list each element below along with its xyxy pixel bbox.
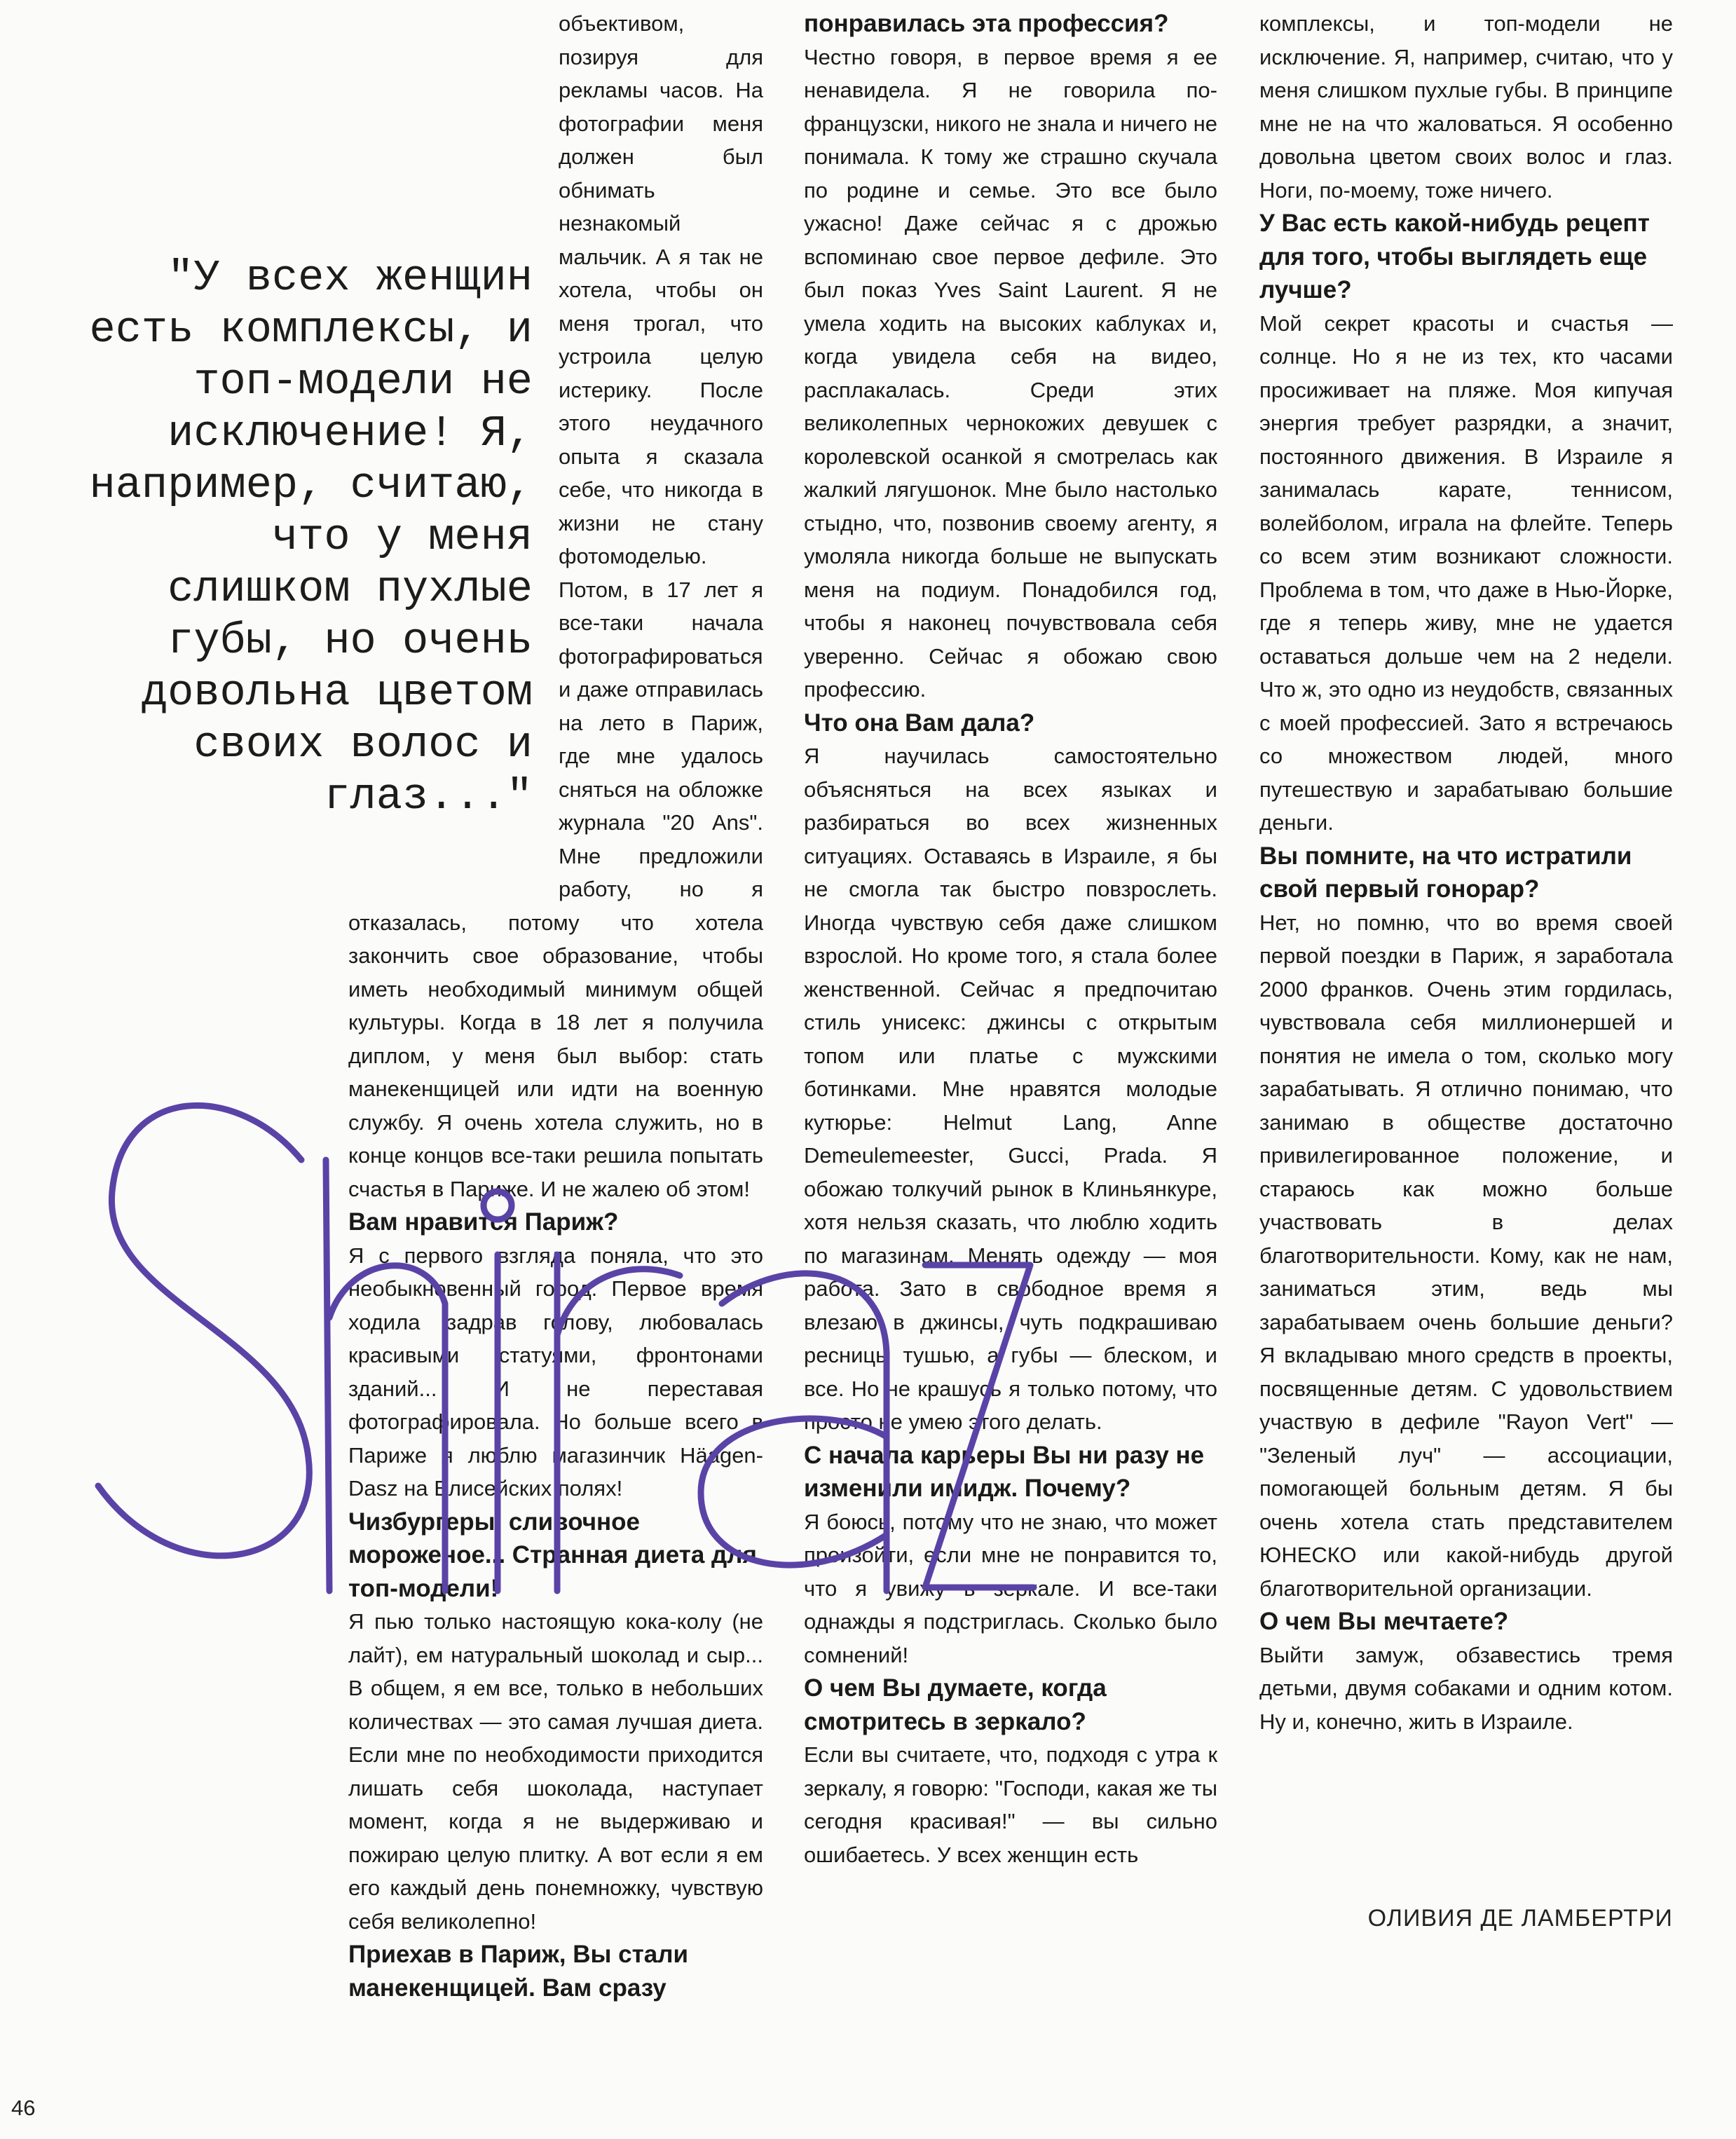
paragraph: Нет, но помню, что во время своей первой поездки в Париж, я заработала 2000 франков. Очень этим гордилась, чувствовала себя миллионершей и понятия не имела о том, сколько могу зарабатывать. Я отлично понимаю, что занимаю в обществе достаточно привилегированное положение, и стараюсь как можно больше участвовать в делах благотворительности. Кому, как не нам, заниматься этим, ведь мы зарабатываем очень большие деньги? Я вкладываю много средств в проекты, посвященные детям. С удовольствием участвую в дефиле "Rayon Vert" — "Зеленый луч" — ассоциации, помогающей больным детям. Я бы очень хотела стать представителем ЮНЕСКО или какой-нибудь другой благотворительной организации. <box>1259 910 1673 1601</box>
column-3 <box>1259 7 1673 1738</box>
paragraph: Честно говоря, в первое время я ее ненавидела. Я не говорила по-французски, никого не знала и ничего не понимала. К тому же страшно скучала по родине и семье. Это все было ужасно! Даже сейчас я с дрожью вспоминаю свое первое дефиле. Это был показ Yves Saint Laurent. Я не умела ходить на высоких каблуках и, когда увидела себя на видео, расплакалась. Среди этих великолепных чернокожих девушек с королевской осанкой я смотрелась как жалкий лягушонок. Мне было настолько стыдно, что, позвонив своему агенту, я умоляла никогда больше не выпускать меня на подиум. Понадобился год, чтобы я наконец почувствовала себя уверенно. Сейчас я обожаю свою профессию. <box>804 44 1217 702</box>
paragraph: объективом, позируя для рекламы часов. На фотографии меня должен был обнимать незнакомый мальчик. А я так не хотела, чтобы он меня трогал, что устроила целую истерику. После этого неудачного опыта я сказала себе, что никогда в жизни не стану фотомоделью. Потом, в 17 лет я все-таки начала фотографироваться и даже отправилась на лето в Париж, где мне удалось сняться на обложке журнала "20 Ans". Мне предложили работу, но я отказалась, потому что хотела закончить свое образование, чтобы иметь необходимый минимум общей культуры. Когда в 18 лет я получила диплом, у меня был выбор: стать манекенщицей или идти на военную службу. Я очень хотела служить, но в конце концов все-таки решила попытать счастья в Париже. И не жалею об этом! <box>348 11 763 1201</box>
paragraph: Если вы считаете, что, подходя с утра к зеркалу, я говорю: "Господи, какая же ты сегодня красивая!" — вы сильно ошибаетесь. У всех женщин есть <box>804 1742 1217 1867</box>
author-byline: ОЛИВИЯ ДЕ ЛАМБЕРТРИ <box>1367 1905 1673 1932</box>
column-1 <box>348 7 763 2004</box>
pull-quote: "У всех женщин есть комплексы, и топ-модели не исключение! Я, например, считаю, что у меня слишком пухлые губы, но очень довольна цветом своих волос и глаз..." <box>89 253 533 821</box>
paragraph: комплексы, и топ-модели не исключение. Я, например, считаю, что у меня слишком пухлые губы. В принципе мне не на что жаловаться. Я особенно довольна цветом своих волос и глаз. Ноги, по-моему, тоже ничего. <box>1259 11 1673 203</box>
column-2 <box>804 7 1217 1871</box>
paragraph: Я с первого взгляда поняла, что это необыкновенный город. Первое время ходила задрав голову, любовалась красивыми статуями, фронтонами зданий... И не переставая фотографировала. Но больше всего в Париже я люблю магазинчик Häagen-Dasz на Елисейских полях! <box>348 1243 763 1501</box>
question-heading: О чем Вы думаете, когда смотритесь в зеркало? <box>804 1674 1107 1735</box>
question-heading: Чизбургеры, сливочное мороженое... Странная диета для топ-модели! <box>348 1508 757 1602</box>
page-number: 46 <box>11 2096 36 2120</box>
paragraph: Я пью только настоящую кока-колу (не лайт), ем натуральный шоколад и сыр... В общем, я ем все, только в небольших количествах — это самая лучшая диета. Если мне по необходимости приходится лишать себя шоколада, наступает момент, когда я не выдерживаю и пожираю целую плитку. А вот если я ем его каждый день понемножку, чувствую себя великолепно! <box>348 1609 763 1934</box>
paragraph: Я боюсь, потому что не знаю, что может произойти, если мне не понравится то, что я увижу в зеркале. И все-таки однажды я подстриглась. Сколько было сомнений! <box>804 1509 1217 1667</box>
question-heading: Приехав в Париж, Вы стали манекенщицей. Вам сразу <box>348 1941 688 2002</box>
paragraph: Я научилась самостоятельно объясняться на всех языках и разбираться во всех жизненных ситуациях. Оставаясь в Израиле, я бы не смогла так быстро повзрослеть. Иногда чувствую себя даже слишком взрослой. Но кроме того, я стала более женственной. Сейчас я предпочитаю стиль унисекс: джинсы с открытым топом или платье с мужскими ботинками. Мне нравятся молодые кутюрье: Helmut Lang, Anne Demeulemeester, Gucci, Prada. Я обожаю толкучий рынок в Клиньянкуре, хотя нельзя сказать, что люблю ходить по магазинам. Менять одежду — моя работа. Зато в свободное время я влезаю в джинсы, чуть подкрашиваю ресницы тушью, а губы — блеском, и все. Но не крашусь я только потому, что просто не умею этого делать. <box>804 744 1217 1434</box>
question-heading: Вам нравится Париж? <box>348 1208 619 1236</box>
question-heading: понравилась эта профессия? <box>804 10 1169 37</box>
question-heading: Вы помните, на что истратили свой первый гонорар? <box>1259 842 1632 903</box>
paragraph: Мой секрет красоты и счастья — солнце. Но я не из тех, кто часами просиживает на пляже. Моя кипучая энергия требует разрядки, а значит, постоянного движения. В Израиле я занималась карате, теннисом, волейболом, играла на флейте. Теперь со всем этим возникают сложности. Проблема в том, что даже в Нью-Йорке, где я теперь живу, мне не удается оставаться дольше чем на 2 недели. Что ж, это одно из неудобств, связанных с моей профессией. Зато я встречаюсь со множеством людей, много путешествую и зарабатываю большие деньги. <box>1259 310 1673 835</box>
paragraph: Выйти замуж, обзавестись тремя детьми, двумя собаками и одним котом. Ну и, конечно, жить в Израиле. <box>1259 1642 1673 1734</box>
question-heading: Что она Вам дала? <box>804 709 1035 737</box>
question-heading: У Вас есть какой-нибудь рецепт для того, чтобы выглядеть еще лучше? <box>1259 210 1650 303</box>
question-heading: О чем Вы мечтаете? <box>1259 1608 1509 1635</box>
question-heading: С начала карьеры Вы ни разу не изменили имидж. Почему? <box>804 1441 1205 1502</box>
